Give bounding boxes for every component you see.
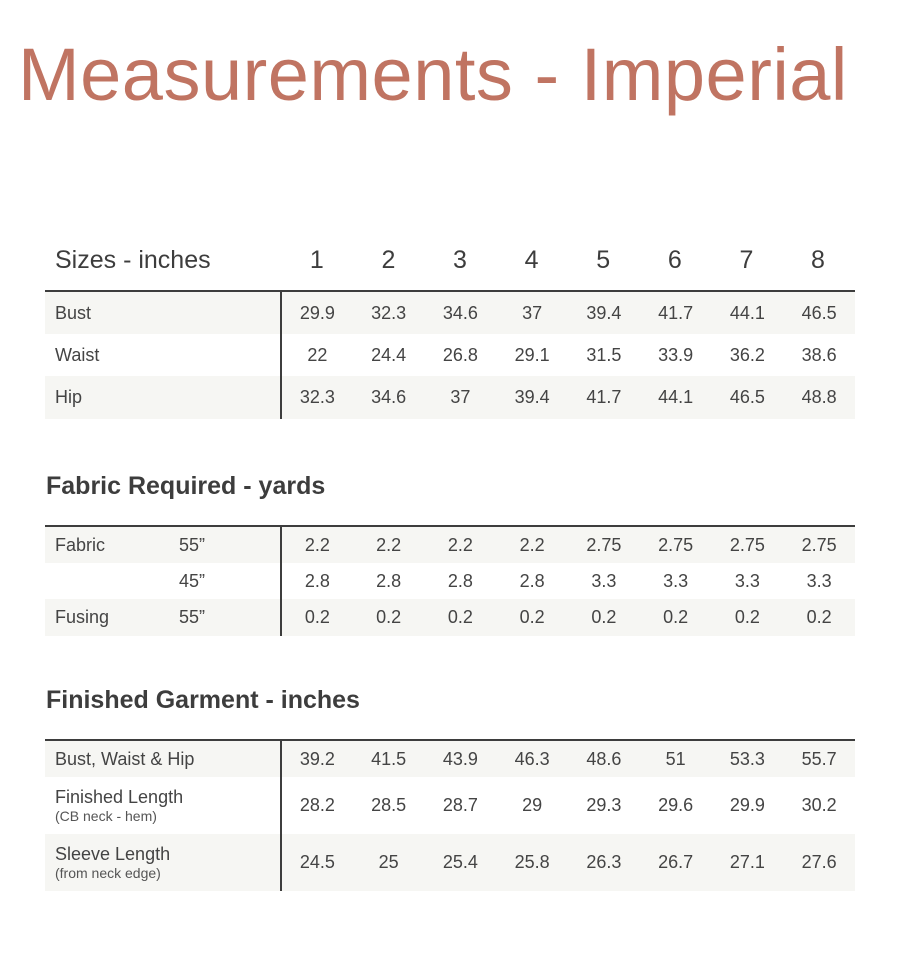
cell-value: 3.3 bbox=[663, 570, 689, 591]
cell-value: 2.75 bbox=[640, 526, 712, 563]
cell-value: 24.4 bbox=[371, 344, 407, 365]
cell-value: 0.2 bbox=[425, 599, 497, 636]
row-label: Bust, Waist & Hip bbox=[45, 740, 281, 777]
cell-value: 44.1 bbox=[712, 291, 784, 334]
row-label: Bust bbox=[45, 291, 281, 334]
cell-value: 37 bbox=[496, 291, 568, 334]
cell-value: 2.75 bbox=[712, 526, 784, 563]
cell-value: 3.3 bbox=[591, 570, 617, 591]
cell-value: 46.5 bbox=[783, 291, 855, 334]
cell-value: 53.3 bbox=[712, 740, 784, 777]
finished-section-title: Finished Garment - inches bbox=[46, 686, 360, 714]
cell-value: 51 bbox=[640, 740, 712, 777]
cell-value: 2.2 bbox=[425, 526, 497, 563]
cell-value: 25.4 bbox=[425, 834, 497, 891]
cell-value: 24.5 bbox=[281, 834, 353, 891]
row-label bbox=[45, 777, 281, 834]
cell-value: 29.9 bbox=[281, 291, 353, 334]
cell-value: 48.6 bbox=[568, 740, 640, 777]
cell-value: 39.4 bbox=[496, 376, 568, 419]
cell-value: 39.2 bbox=[281, 740, 353, 777]
row-label bbox=[45, 563, 179, 599]
cell-value: 43.9 bbox=[425, 740, 497, 777]
cell-value: 3.3 bbox=[806, 570, 832, 591]
cell-value: 0.2 bbox=[568, 599, 640, 636]
row-label-main: Sleeve Length bbox=[55, 843, 171, 864]
cell-value: 29.9 bbox=[729, 795, 765, 815]
cell-value: 29.1 bbox=[514, 344, 550, 365]
cell-value: 0.2 bbox=[353, 599, 425, 636]
size-4: 4 bbox=[524, 246, 539, 274]
cell-value: 41.7 bbox=[568, 376, 640, 419]
cell-value: 29 bbox=[522, 795, 543, 815]
cell-value: 41.7 bbox=[640, 291, 712, 334]
finished-garment-table bbox=[45, 739, 855, 891]
table-row bbox=[45, 740, 855, 777]
fabric-width: 55” bbox=[179, 599, 281, 636]
cell-value: 34.6 bbox=[353, 376, 425, 419]
cell-value: 2.2 bbox=[353, 526, 425, 563]
row-label-note: (from neck edge) bbox=[55, 864, 161, 881]
size-3: 3 bbox=[453, 246, 467, 274]
cell-value: 46.3 bbox=[496, 740, 568, 777]
table-row bbox=[45, 376, 855, 419]
size-2: 2 bbox=[381, 246, 396, 274]
cell-value: 25.8 bbox=[496, 834, 568, 891]
cell-value: 27.1 bbox=[712, 834, 784, 891]
cell-value: 44.1 bbox=[640, 376, 712, 419]
cell-value: 25 bbox=[353, 834, 425, 891]
cell-value: 22 bbox=[307, 344, 328, 365]
table-row bbox=[45, 563, 855, 599]
cell-value: 2.75 bbox=[783, 526, 855, 563]
page-title: Measurements - Imperial bbox=[18, 33, 848, 116]
table-row bbox=[45, 291, 855, 334]
cell-value: 32.3 bbox=[353, 291, 425, 334]
cell-value: 0.2 bbox=[496, 599, 568, 636]
cell-value: 2.2 bbox=[496, 526, 568, 563]
cell-value: 28.2 bbox=[299, 795, 335, 815]
cell-value: 0.2 bbox=[712, 599, 784, 636]
cell-value: 39.4 bbox=[568, 291, 640, 334]
row-label bbox=[45, 834, 281, 891]
row-label: Fabric bbox=[45, 526, 179, 563]
cell-value: 2.8 bbox=[304, 570, 330, 591]
table-row bbox=[45, 526, 855, 563]
cell-value: 29.6 bbox=[658, 795, 694, 815]
cell-value: 41.5 bbox=[353, 740, 425, 777]
size-1: 1 bbox=[309, 246, 324, 274]
fabric-section-title: Fabric Required - yards bbox=[46, 472, 326, 500]
cell-value: 3.3 bbox=[734, 570, 760, 591]
cell-value: 32.3 bbox=[281, 376, 353, 419]
cell-value: 2.2 bbox=[281, 526, 353, 563]
row-label: Fusing bbox=[45, 599, 179, 636]
cell-value: 48.8 bbox=[783, 376, 855, 419]
size-8: 8 bbox=[811, 246, 825, 274]
cell-value: 55.7 bbox=[783, 740, 855, 777]
size-5: 5 bbox=[596, 246, 611, 274]
cell-value: 0.2 bbox=[783, 599, 855, 636]
table-row bbox=[45, 599, 855, 636]
cell-value: 26.3 bbox=[568, 834, 640, 891]
cell-value: 46.5 bbox=[712, 376, 784, 419]
fabric-width: 45” bbox=[179, 563, 281, 599]
table-row bbox=[45, 334, 855, 376]
cell-value: 38.6 bbox=[801, 344, 837, 365]
size-6: 6 bbox=[667, 246, 682, 274]
body-measurements-table bbox=[45, 290, 855, 419]
sizes-header bbox=[45, 246, 855, 278]
cell-value: 37 bbox=[425, 376, 497, 419]
cell-value: 28.5 bbox=[371, 795, 407, 815]
cell-value: 27.6 bbox=[783, 834, 855, 891]
cell-value: 28.7 bbox=[442, 795, 478, 815]
cell-value: 31.5 bbox=[586, 344, 622, 365]
size-7: 7 bbox=[739, 246, 754, 274]
cell-value: 2.75 bbox=[568, 526, 640, 563]
row-label-note: (CB neck - hem) bbox=[55, 807, 157, 824]
cell-value: 2.8 bbox=[447, 570, 473, 591]
table-row bbox=[45, 777, 855, 834]
row-label-main: Finished Length bbox=[55, 786, 184, 807]
cell-value: 2.8 bbox=[519, 570, 545, 591]
cell-value: 29.3 bbox=[586, 795, 622, 815]
cell-value: 34.6 bbox=[425, 291, 497, 334]
cell-value: 30.2 bbox=[801, 795, 837, 815]
cell-value: 26.7 bbox=[640, 834, 712, 891]
row-label: Hip bbox=[45, 376, 281, 419]
fabric-required-table bbox=[45, 525, 855, 636]
row-label: Waist bbox=[45, 334, 281, 376]
cell-value: 33.9 bbox=[658, 344, 694, 365]
fabric-width: 55” bbox=[179, 526, 281, 563]
cell-value: 0.2 bbox=[640, 599, 712, 636]
table-row bbox=[45, 834, 855, 891]
sizes-label: Sizes - inches bbox=[55, 246, 211, 274]
cell-value: 36.2 bbox=[729, 344, 765, 365]
cell-value: 2.8 bbox=[376, 570, 402, 591]
cell-value: 26.8 bbox=[442, 344, 478, 365]
cell-value: 0.2 bbox=[281, 599, 353, 636]
